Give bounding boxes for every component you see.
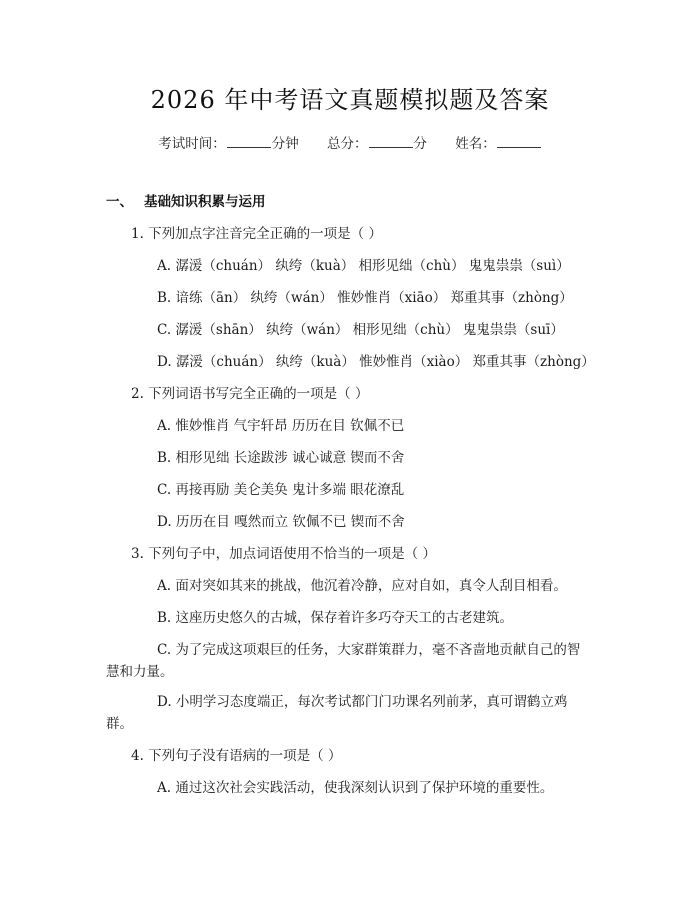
time-blank[interactable] xyxy=(227,135,271,148)
exam-meta xyxy=(0,132,700,152)
name-label: 姓名： xyxy=(455,136,496,152)
name-field xyxy=(455,132,542,152)
question-2-option-b: B. 相形见绌 长途跋涉 诚心诚意 锲而不舍 xyxy=(157,450,405,466)
question-3-option-a: A. 面对突如其来的挑战，他沉着冷静，应对自如，真令人刮目相看。 xyxy=(157,578,567,594)
question-3-option-b: B. 这座历史悠久的古城，保存着许多巧夺天工的古老建筑。 xyxy=(157,610,514,626)
question-1-option-a: A. 潺湲（chuán） 纨绔（kuà） 相形见绌（chù） 鬼鬼祟祟（suì） xyxy=(157,258,570,274)
section-number: 一、 xyxy=(106,194,133,210)
question-1-option-b: B. 谙练（ān） 纨绔（wán） 惟妙惟肖（xiāo） 郑重其事（zhòng） xyxy=(157,290,573,306)
time-label: 考试时间： xyxy=(158,136,226,152)
question-3-stem: 3. 下列句子中，加点词语使用不恰当的一项是（ ） xyxy=(131,546,436,562)
question-3-option-c: C. 为了完成这项艰巨的任务，大家群策群力，毫不吝啬地贡献自己的智 xyxy=(157,642,581,658)
time-unit: 分钟 xyxy=(271,136,299,152)
question-2-option-a: A. 惟妙惟肖 气宇轩昂 历历在目 钦佩不已 xyxy=(157,418,405,434)
question-3-option-c-cont: 慧和力量。 xyxy=(106,664,174,680)
time-field xyxy=(158,132,299,152)
question-1-option-c: C. 潺湲（shān） 纨绔（wán） 相形见绌（chù） 鬼鬼祟祟（suī） xyxy=(157,322,564,338)
question-4-option-a: A. 通过这次社会实践活动，使我深刻认识到了保护环境的重要性。 xyxy=(157,780,554,796)
question-1-stem: 1. 下列加点字注音完全正确的一项是（ ） xyxy=(131,226,382,242)
question-2-option-d: D. 历历在目 嘎然而立 钦佩不已 锲而不舍 xyxy=(157,514,405,530)
score-field xyxy=(327,132,427,152)
name-blank[interactable] xyxy=(497,135,541,148)
score-label: 总分： xyxy=(327,136,368,152)
page-title: 2026 年中考语文真题模拟题及答案 xyxy=(150,86,550,114)
question-3-option-d: D. 小明学习态度端正，每次考试都门门功课名列前茅，真可谓鹤立鸡 xyxy=(157,694,568,710)
question-3-option-d-cont: 群。 xyxy=(106,716,133,732)
question-4-stem: 4. 下列句子没有语病的一项是（ ） xyxy=(131,748,342,764)
section-heading xyxy=(106,190,266,210)
question-2-option-c: C. 再接再励 美仑美奂 鬼计多端 眼花潦乱 xyxy=(157,482,405,498)
score-unit: 分 xyxy=(413,136,427,152)
score-blank[interactable] xyxy=(369,135,413,148)
question-1-option-d: D. 潺湲（chuán） 纨绔（kuà） 惟妙惟肖（xiào） 郑重其事（zhòng） xyxy=(157,354,595,370)
question-2-stem: 2. 下列词语书写完全正确的一项是（ ） xyxy=(131,386,369,402)
section-title: 基础知识积累与运用 xyxy=(144,194,266,210)
